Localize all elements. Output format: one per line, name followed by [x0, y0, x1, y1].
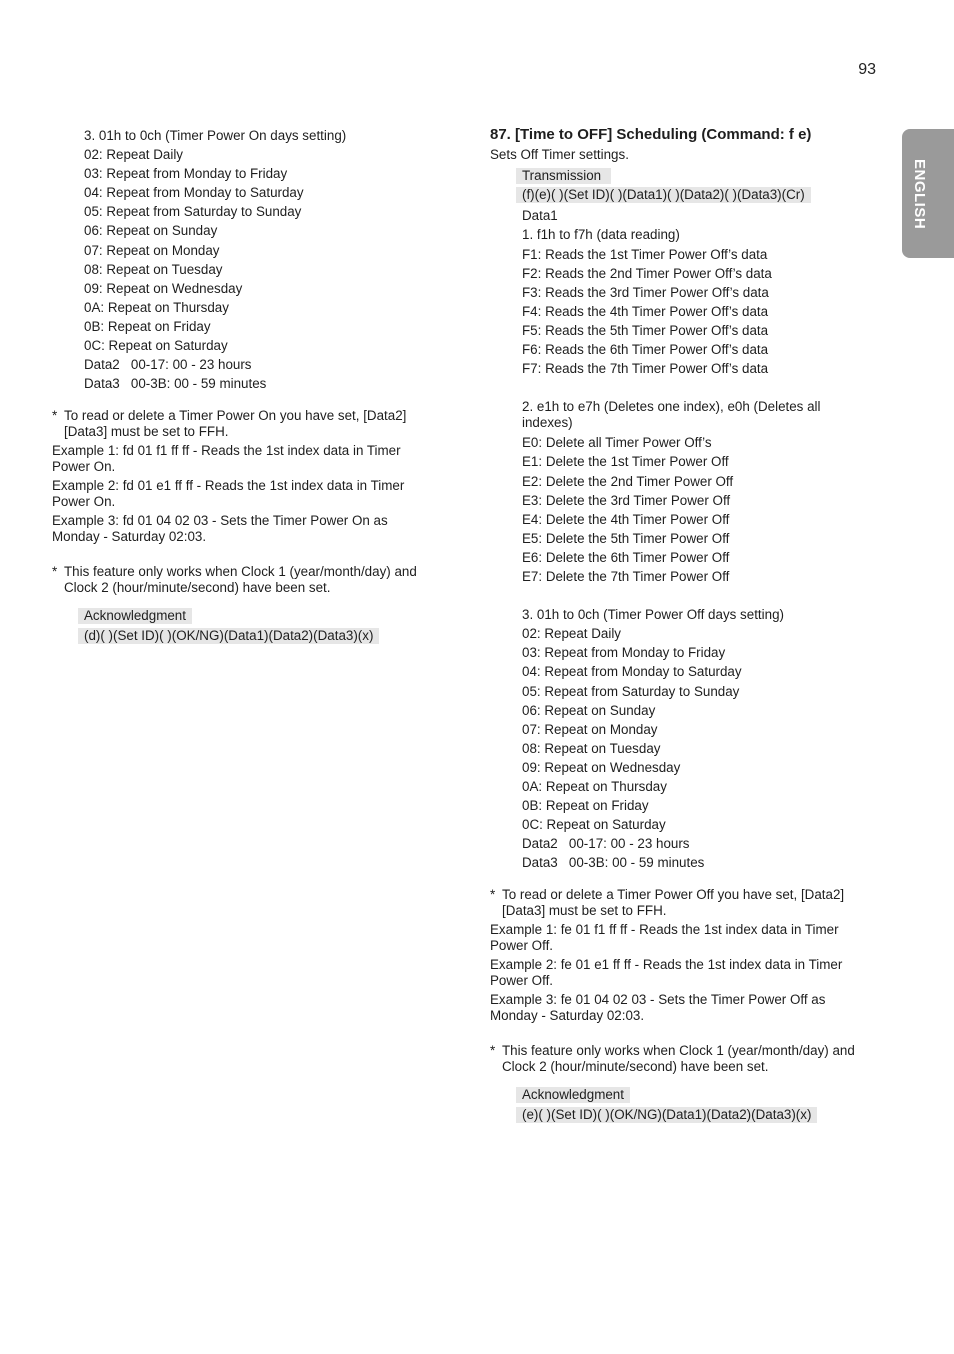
- ack-label-row: [490, 1087, 870, 1106]
- list-item: 04: Repeat from Monday to Saturday: [522, 664, 742, 680]
- note-read-delete: [52, 408, 432, 440]
- section-subtitle: Sets Off Timer settings.: [490, 147, 629, 162]
- list-item: E0: Delete all Timer Power Off’s: [522, 435, 712, 451]
- list-item: 05: Repeat from Saturday to Sunday: [522, 683, 740, 699]
- note-text: This feature only works when Clock 1 (year/month/day) and Clock 2 (hour/minute/second) have been set.: [64, 564, 417, 596]
- list-item: E1: Delete the 1st Timer Power Off: [522, 454, 729, 470]
- list-item: 0B: Repeat on Friday: [522, 798, 649, 814]
- note-clock: [490, 1043, 870, 1075]
- ack-label-row: [52, 608, 432, 627]
- example-3: Example 3: fd 01 04 02 03 - Sets the Timer Power On as Monday - Saturday 02:03.: [52, 513, 388, 545]
- page-number: 93: [858, 61, 876, 78]
- list-item: F2: Reads the 2nd Timer Power Off’s data: [522, 265, 772, 281]
- language-tab-label: ENGLISH: [911, 159, 928, 230]
- list-item: 0C: Repeat on Saturday: [84, 338, 228, 354]
- example-1: Example 1: fd 01 f1 ff ff - Reads the 1st index data in Timer Power On.: [52, 443, 401, 475]
- data3-range: Data3 00-3B: 00 - 59 minutes: [522, 855, 705, 871]
- list-item: E7: Delete the 7th Timer Power Off: [522, 568, 730, 584]
- note-asterisk: *: [52, 408, 58, 424]
- note-asterisk: *: [52, 564, 58, 580]
- list-item: F1: Reads the 1st Timer Power Off’s data: [522, 246, 768, 262]
- list-item: E6: Delete the 6th Timer Power Off: [522, 549, 730, 565]
- transmission-label-row: [490, 168, 870, 187]
- example-3: Example 3: fe 01 04 02 03 - Sets the Timer Power Off as Monday - Saturday 02:03.: [490, 992, 826, 1024]
- list-item: 04: Repeat from Monday to Saturday: [84, 185, 304, 201]
- example-1: Example 1: fe 01 f1 ff ff - Reads the 1st index data in Timer Power Off.: [490, 922, 839, 954]
- transmission-code: (f)(e)( )(Set ID)( )(Data1)( )(Data2)( )(Data3)(Cr): [516, 187, 811, 203]
- list-item: 0A: Repeat on Thursday: [522, 779, 667, 794]
- note-read-delete: [490, 887, 870, 919]
- list-item: F5: Reads the 5th Timer Power Off’s data: [522, 322, 769, 338]
- list-item: 02: Repeat Daily: [522, 626, 621, 642]
- list-item: 02: Repeat Daily: [84, 147, 183, 163]
- list-item: F4: Reads the 4th Timer Power Off’s data: [522, 303, 769, 319]
- data2-range: Data2 00-17: 00 - 23 hours: [84, 357, 252, 373]
- list-item: 08: Repeat on Tuesday: [84, 261, 223, 277]
- note-text: To read or delete a Timer Power Off you have set, [Data2] [Data3] must be set to FFH.: [502, 887, 845, 919]
- list-item: 03: Repeat from Monday to Friday: [522, 645, 726, 661]
- right-column: [490, 126, 870, 1126]
- list-item: E3: Delete the 3rd Timer Power Off: [522, 492, 731, 508]
- example-2: Example 2: fe 01 e1 ff ff - Reads the 1st index data in Timer Power Off.: [490, 957, 843, 989]
- ack-code: (e)( )(Set ID)( )(OK/NG)(Data1)(Data2)(Data3)(x): [516, 1107, 817, 1123]
- list-item: E4: Delete the 4th Timer Power Off: [522, 511, 730, 527]
- list-item: 09: Repeat on Wednesday: [522, 759, 681, 775]
- list-item: 09: Repeat on Wednesday: [84, 280, 243, 296]
- list-item: 03: Repeat from Monday to Friday: [84, 166, 288, 182]
- note-asterisk: *: [490, 1043, 496, 1059]
- data3-range: Data3 00-3B: 00 - 59 minutes: [84, 376, 267, 392]
- section-heading: 87. [Time to OFF] Scheduling (Command: f e): [490, 126, 812, 143]
- delete-list-title: 2. e1h to e7h (Deletes one index), e0h (Deletes all indexes): [522, 399, 821, 431]
- note-clock: [52, 564, 432, 596]
- example-2: Example 2: fd 01 e1 ff ff - Reads the 1st index data in Timer Power On.: [52, 478, 405, 510]
- list-item: 05: Repeat from Saturday to Sunday: [84, 204, 302, 220]
- data1-label: Data1: [522, 208, 558, 224]
- left-column: [52, 126, 432, 647]
- days-list-title: 3. 01h to 0ch (Timer Power On days setting): [84, 128, 347, 143]
- ack-label: Acknowledgment: [516, 1087, 630, 1103]
- list-item: 0C: Repeat on Saturday: [522, 817, 666, 833]
- language-tab: [902, 129, 954, 258]
- list-item: 0A: Repeat on Thursday: [84, 299, 229, 315]
- list-item: 0B: Repeat on Friday: [84, 318, 211, 334]
- list-item: E2: Delete the 2nd Timer Power Off: [522, 473, 734, 489]
- list-item: F3: Reads the 3rd Timer Power Off’s data: [522, 284, 769, 300]
- note-text: This feature only works when Clock 1 (year/month/day) and Clock 2 (hour/minute/second) have been set.: [502, 1043, 855, 1075]
- list-item: 06: Repeat on Sunday: [522, 702, 656, 718]
- note-asterisk: *: [490, 887, 496, 903]
- list-item: 07: Repeat on Monday: [522, 721, 658, 737]
- list-item: F6: Reads the 6th Timer Power Off’s data: [522, 342, 769, 358]
- transmission-code-row: [490, 187, 870, 206]
- list-item: E5: Delete the 5th Timer Power Off: [522, 530, 730, 546]
- ack-code-row: [52, 628, 432, 647]
- list-item: 06: Repeat on Sunday: [84, 223, 218, 239]
- ack-code: (d)( )(Set ID)( )(OK/NG)(Data1)(Data2)(Data3)(x): [78, 628, 379, 644]
- data2-range: Data2 00-17: 00 - 23 hours: [522, 836, 690, 852]
- list-item: 07: Repeat on Monday: [84, 242, 220, 258]
- transmission-label: Transmission: [516, 168, 611, 184]
- read-list-title: 1. f1h to f7h (data reading): [522, 227, 680, 243]
- ack-code-row: [490, 1107, 870, 1126]
- note-text: To read or delete a Timer Power On you have set, [Data2] [Data3] must be set to FFH.: [64, 408, 407, 440]
- days-list-title: 3. 01h to 0ch (Timer Power Off days setting): [522, 607, 784, 623]
- list-item: 08: Repeat on Tuesday: [522, 740, 661, 756]
- ack-label: Acknowledgment: [78, 608, 192, 624]
- list-item: F7: Reads the 7th Timer Power Off’s data: [522, 361, 769, 377]
